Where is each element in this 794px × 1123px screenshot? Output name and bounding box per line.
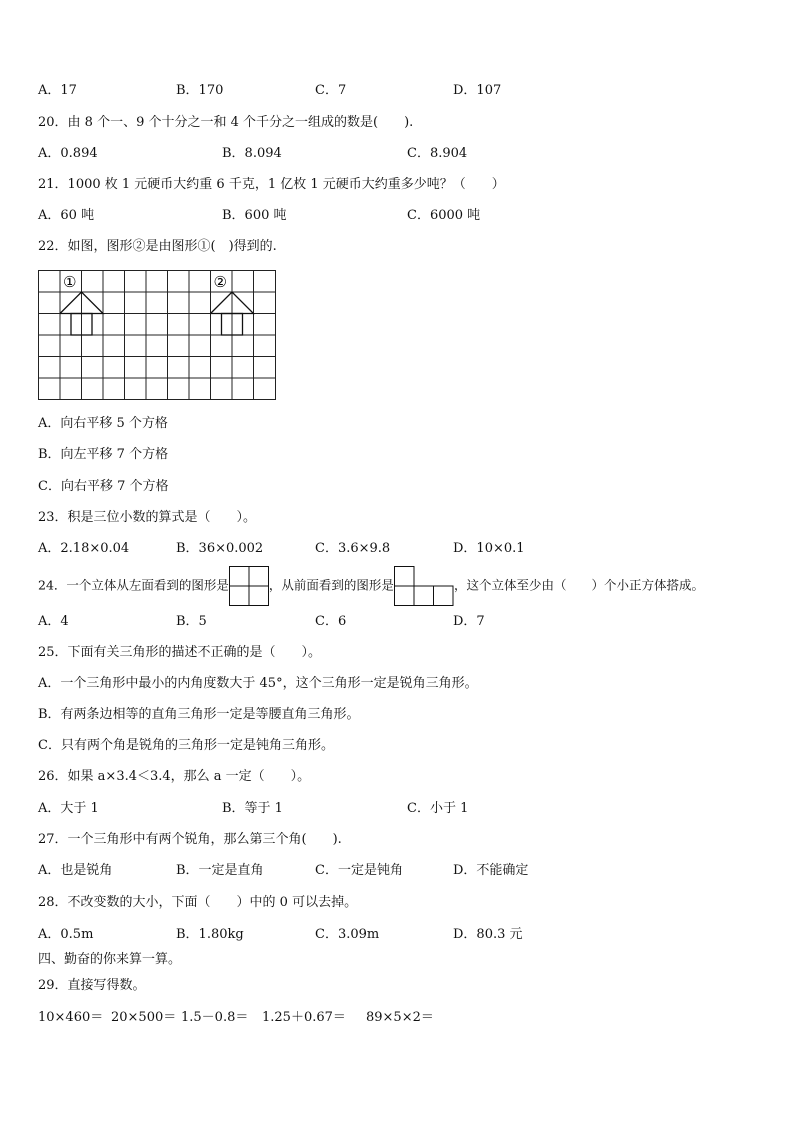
- q29-item: 20×500＝: [111, 1010, 177, 1025]
- q23-option-b[interactable]: B．36×0.002: [176, 541, 264, 556]
- q19-option-d[interactable]: D．107: [453, 83, 502, 98]
- q24-stem-part-a: 24．一个立体从左面看到的图形是: [38, 577, 229, 593]
- q24-stem-part-b: ，从前面看到的图形是: [268, 577, 394, 593]
- q23-option-a[interactable]: A．2.18×0.04: [38, 541, 130, 556]
- q29-item: 89×5×2＝: [366, 1010, 434, 1025]
- q20-option-b[interactable]: B．8.094: [222, 146, 282, 161]
- q28-option-d[interactable]: D．80.3 元: [453, 927, 523, 942]
- q26-option-a[interactable]: A．大于 1: [38, 801, 99, 816]
- q29-item: 1.25＋0.67＝: [262, 1010, 346, 1025]
- q24-option-c[interactable]: C．6: [315, 614, 347, 629]
- q29-item: 10×460＝: [38, 1010, 104, 1025]
- q21-stem: 21．1000 枚 1 元硬币大约重 6 千克，1 亿枚 1 元硬币大约重多少吨？（ ）: [38, 177, 505, 192]
- q29-item: 1.5－0.8＝: [181, 1010, 249, 1025]
- q24-option-a[interactable]: A．4: [38, 614, 69, 629]
- q19-option-c[interactable]: C．7: [315, 83, 347, 98]
- shape-1-label: ①: [63, 273, 77, 291]
- q19-option-b[interactable]: B．170: [176, 83, 224, 98]
- q27-option-d[interactable]: D．不能确定: [453, 863, 529, 878]
- q23-option-d[interactable]: D．10×0.1: [453, 541, 525, 556]
- q20-option-a[interactable]: A．0.894: [38, 146, 98, 161]
- q21-option-b[interactable]: B．600 吨: [222, 208, 287, 223]
- front-view-figure: [394, 566, 454, 606]
- q24-option-d[interactable]: D．7: [453, 614, 485, 629]
- q29-stem: 29．直接写得数。: [38, 978, 146, 993]
- q27-option-b[interactable]: B．一定是直角: [176, 863, 264, 878]
- q24-option-b[interactable]: B．5: [176, 614, 207, 629]
- shape-2-label: ②: [213, 273, 227, 291]
- q27-option-c[interactable]: C．一定是钝角: [315, 863, 403, 878]
- q27-stem: 27．一个三角形中有两个锐角，那么第三个角( ).: [38, 832, 342, 847]
- q21-option-c[interactable]: C．6000 吨: [407, 208, 481, 223]
- q20-option-c[interactable]: C．8.904: [407, 146, 468, 161]
- q23-option-c[interactable]: C．3.6×9.8: [315, 541, 391, 556]
- left-view-figure: [229, 566, 269, 606]
- q25-stem: 25．下面有关三角形的描述不正确的是（ ）。: [38, 645, 322, 660]
- q26-option-b[interactable]: B．等于 1: [222, 801, 283, 816]
- q25-option-b[interactable]: B．有两条边相等的直角三角形一定是等腰直角三角形。: [38, 707, 360, 722]
- q24-stem: [38, 566, 704, 606]
- q20-stem: 20．由 8 个一、9 个十分之一和 4 个千分之一组成的数是( ).: [38, 115, 414, 130]
- q22-option-c[interactable]: C．向右平移 7 个方格: [38, 479, 169, 494]
- q26-stem: 26．如果 a×3.4＜3.4，那么 a 一定（ ）。: [38, 769, 311, 784]
- q25-option-a[interactable]: A．一个三角形中最小的内角度数大于 45°，这个三角形一定是锐角三角形。: [38, 676, 478, 691]
- section-4-title: 四、勤奋的你来算一算。: [38, 952, 182, 967]
- q22-option-b[interactable]: B．向左平移 7 个方格: [38, 447, 169, 462]
- q24-stem-part-c: ，这个立体至少由（ ）个小正方体搭成。: [453, 577, 704, 593]
- q28-option-b[interactable]: B．1.80kg: [176, 927, 244, 942]
- q25-option-c[interactable]: C．只有两个角是锐角的三角形一定是钝角三角形。: [38, 738, 334, 753]
- q22-grid-figure: [38, 270, 278, 406]
- q26-option-c[interactable]: C．小于 1: [407, 801, 469, 816]
- q19-option-a[interactable]: A．17: [38, 83, 77, 98]
- q21-option-a[interactable]: A．60 吨: [38, 208, 95, 223]
- q28-option-a[interactable]: A．0.5m: [38, 927, 94, 942]
- q22-stem: 22．如图，图形②是由图形①( )得到的.: [38, 239, 277, 254]
- q27-option-a[interactable]: A．也是锐角: [38, 863, 113, 878]
- q28-option-c[interactable]: C．3.09m: [315, 927, 380, 942]
- q22-option-a[interactable]: A．向右平移 5 个方格: [38, 416, 168, 431]
- q23-stem: 23．积是三位小数的算式是（ ）。: [38, 510, 257, 525]
- q28-stem: 28．不改变数的大小，下面（ ）中的 0 可以去掉。: [38, 895, 358, 910]
